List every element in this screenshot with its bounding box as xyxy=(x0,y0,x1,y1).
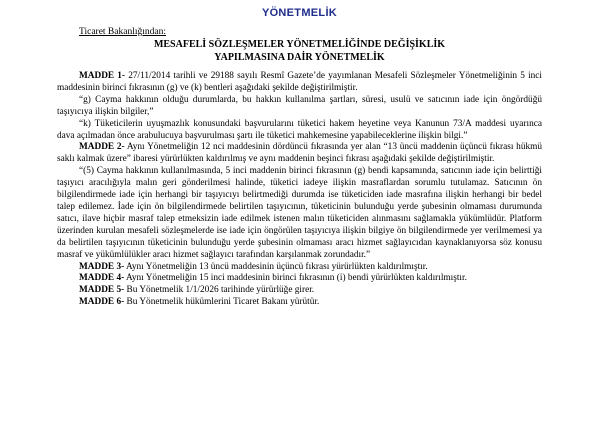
article-2 xyxy=(57,142,542,166)
article-1 xyxy=(57,71,542,95)
regulation-title-line-1: MESAFELİ SÖZLEŞMELER YÖNETMELİĞİNDE DEĞİŞİKLİK xyxy=(153,39,446,50)
article-1-text: 27/11/2014 tarihli ve 29188 sayılı Resmî Gazete’de yayımlanan Mesafeli Sözleşmeler Yönetmeliğinin 5 inci maddesinin birinci fıkrasının (g) ve (k) bentleri aşağıdaki şekilde değiştirilmiştir. xyxy=(57,71,543,93)
article-1-clause-k-text: “k) Tüketicilerin uyuşmazlık konusundaki başvurularını tüketici hakem heyetine veya Kanunun 73/A maddesi uyarınca dava açılmadan önce arabulucuya başvurulması şartı ile tüketici mahkemesine yapabileceklerine ilişkin bilgi.” xyxy=(57,118,542,141)
article-5-label: MADDE 5- xyxy=(79,285,125,296)
article-4-label: MADDE 4- xyxy=(79,273,125,284)
article-3-text: Aynı Yönetmeliğin 13 üncü maddesinin üçüncü fıkrası yürürlükten kaldırılmıştır. xyxy=(124,261,428,272)
article-5-text: Bu Yönetmelik 1/1/2026 tarihinde yürürlüğe girer. xyxy=(124,285,315,296)
article-1-clause-k xyxy=(57,119,542,143)
article-2-text: Aynı Yönetmeliğin 12 nci maddesinin dördüncü fıkrasında yer alan “13 üncü maddenin üçüncü fıkrası hükmü saklı kalmak üzere” ibaresi yürürlükten kaldırılmış ve aynı maddenin beşinci fıkrası aşağıdaki şekilde değiştirilmiştir. xyxy=(57,142,542,165)
article-1-clause-g-text: “g) Cayma hakkının olduğu durumlarda, bu hakkın kullanılma şartları, süresi, usulü ve satıcının iade için öngördüğü taşıyıcıya ilişkin bilgiler,” xyxy=(57,94,542,117)
article-6-label: MADDE 6- xyxy=(79,297,125,308)
article-4-text: Aynı Yönetmeliğin 15 inci maddesinin birinci fıkrasının (i) bendi yürürlükten kaldırılmıştır. xyxy=(124,273,467,284)
article-2-label: MADDE 2- xyxy=(79,142,125,153)
article-6 xyxy=(57,297,542,309)
section-heading: YÖNETMELİK xyxy=(261,7,338,19)
issuer-line: Ticaret Bakanlığından: xyxy=(79,27,166,37)
article-3-label: MADDE 3- xyxy=(79,261,125,272)
article-1-clause-g xyxy=(57,95,542,119)
article-2-paragraph-5-text: “(5) Cayma hakkının kullanılmasında, 5 inci maddenin birinci fıkrasının (g) bendi kapsamında, satıcının iade için belirttiği taşıyıcı aracılığıyla malın geri gönderilmesi halinde, tüketici iadeye ilişkin masraflardan sorumlu tutulamaz. Satıcının ön bilgilendirmede iade için herhangi bir taşıyıcıyı belirtmediği durumda ise tüketiciden iade masrafına ilişkin herhangi bir bedel talep edilemez. İade için ön bilgilendirmede belirtilen taşıyıcının, tüketicinin bulunduğu yerde şubesinin olmaması durumunda satıcı, ilave hiçbir masraf talep etmeksizin iade edilmek istenen malın tüketiciden alınmasını sağlamakla yükümlüdür. Platform üzerinden kurulan mesafeli sözleşmelerde ise iade için öngörülen taşıyıcıya ilişkin bilgiye ön bilgilendirmede yer verilmemesi ya da belirtilen taşıyıcının tüketicinin bulunduğu yerde şubesinin olmaması aracı hizmet sağlayıcıdan kaynaklanıyorsa söz konusu masraf ve yükümlülükler aracı hizmet sağlayıcı tarafından karşılanmak zorundadır.” xyxy=(57,166,542,260)
article-2-paragraph-5 xyxy=(57,166,542,261)
article-6-text: Bu Yönetmelik hükümlerini Ticaret Bakanı yürütür. xyxy=(124,297,320,308)
article-3 xyxy=(57,262,542,274)
regulation-title-line-2: YAPILMASINA DAİR YÖNETMELİK xyxy=(214,51,385,63)
article-5 xyxy=(57,285,542,297)
article-1-label: MADDE 1- xyxy=(79,71,126,81)
article-4 xyxy=(57,273,542,285)
regulation-title xyxy=(57,39,542,64)
